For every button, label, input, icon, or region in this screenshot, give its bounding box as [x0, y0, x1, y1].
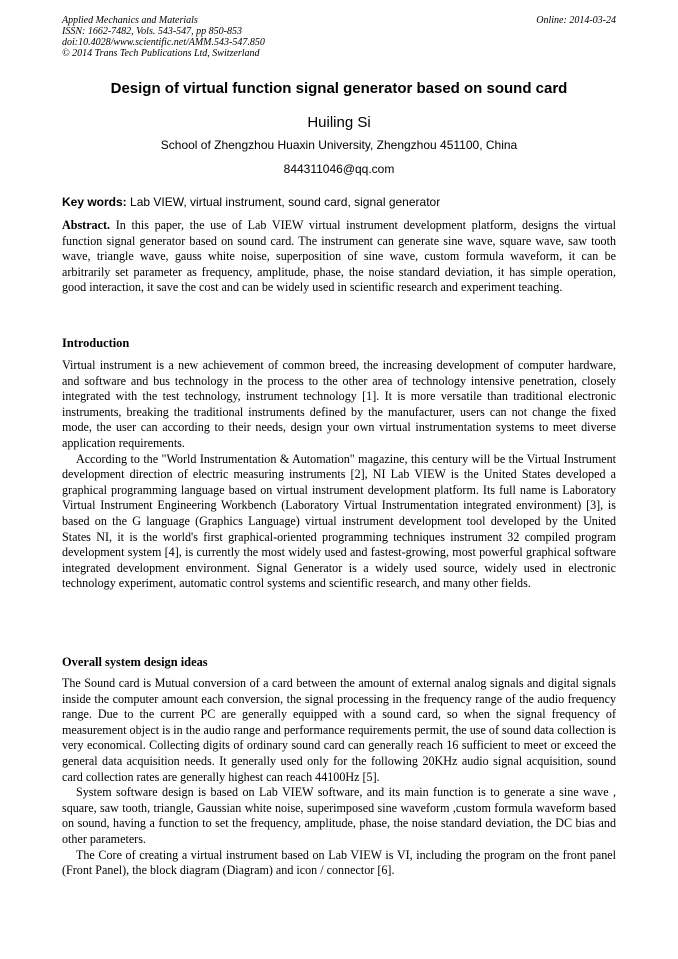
section-introduction: [62, 358, 616, 592]
author-email[interactable]: 844311046@qq.com: [283, 162, 395, 176]
paragraph: The Core of creating a virtual instrument based on Lab VIEW is VI, including the program on the front panel (Front Panel), the block diagram (Diagram) and icon / connector [6].: [62, 847, 616, 878]
section-heading-introduction: Introduction: [62, 336, 130, 350]
author-name: Huiling Si: [307, 114, 371, 131]
section-overall-design: [62, 676, 616, 879]
paper-title: Design of virtual function signal generator based on sound card: [110, 80, 568, 97]
abstract-label: Abstract.: [62, 218, 111, 232]
issn-line: ISSN: 1662-7482, Vols. 543-547, pp 850-853: [62, 26, 242, 37]
paragraph: System software design is based on Lab VIEW software, and its main function is to generate a sine wave , square, saw tooth, triangle, Gaussian white noise, superimposed sine waveform ,custom formula waveform based on sound, having a function to set the frequency, amplitude, phase, the noise standard deviation, the DC bias and other parameters.: [62, 785, 616, 846]
author-affiliation: School of Zhengzhou Huaxin University, Zhengzhou 451100, China: [160, 138, 518, 152]
keywords-label: Key words:: [62, 195, 127, 209]
journal-header: [62, 15, 616, 59]
abstract-text: In this paper, the use of Lab VIEW virtual instrument development platform, designs the virtual function signal generator based on sound card. The instrument can generate sine wave, square wave, saw tooth wave, triangle wave, gauss white noise, superposition of sine wave, custom formula waveform, it can be arbitrarily set parameter as frequency, amplitude, phase, the noise standard deviation, it has simple operation, good interaction, it save the cost and can be widely used in scientific research and experiment teaching.: [62, 218, 616, 295]
paragraph: The Sound card is Mutual conversion of a card between the amount of external analog signals and digital signals inside the computer amount each conversion, the signal processing in the frequency range of the audio frequency range. Due to the current PC are generally equipped with a sound card, so when the signal frequency of measurement object is in the audio range and performance requirements permit, the use of sound data collection is very economical. Collecting digits of ordinary sound card can generally reach 16 sufficient to meet or exceed the general data acquisition needs. It generally used only for the following 20KHz audio signal acquisition, sound card collection rates are generally highest can reach 44100Hz [5].: [62, 676, 616, 784]
section-heading-overall-design: Overall system design ideas: [62, 655, 208, 669]
abstract: [62, 218, 616, 296]
paragraph: According to the "World Instrumentation & Automation" magazine, this century will be the Virtual Instrument development direction of electric measuring instruments [2], NI Lab VIEW is the United States developed a graphical programming language based on virtual instrument development platform. Its full name is Laboratory Virtual Instrument Engineering Workbench (Laboratory Virtual Instrumentation integrated environment) [3], is based on the G language (Graphics Language) virtual instrument development tool developed by the United States NI, it is the world's first graphical-oriented programming techniques instrument 32 compiled program development system [4], is currently the most widely used and fastest-growing, most powerful graphical software integrated development environment. Signal Generator is a widely used source, widely used in electronic technology experiment, automatic control systems and scientific research, and many other fields.: [62, 451, 616, 591]
online-date: Online: 2014-03-24: [536, 15, 616, 26]
copyright-line: © 2014 Trans Tech Publications Ltd, Switzerland: [62, 48, 260, 59]
journal-name: Applied Mechanics and Materials: [62, 15, 198, 26]
keywords: [62, 195, 616, 210]
paragraph: Virtual instrument is a new achievement of common breed, the increasing development of computer hardware, and software and bus technology in the process to the other area of technology intensive penetration, closely integrated with the test technology, instrument technology [1]. It is more versatile than traditional electronic instruments, breaking the traditional instruments defined by the manufacturer, users can not change the fixed mode, the user can according to their needs, design your own virtual instrumentation systems to meet diverse application requirements.: [62, 358, 616, 450]
doi-line[interactable]: doi:10.4028/www.scientific.net/AMM.543-547.850: [62, 37, 265, 48]
keywords-text: Lab VIEW, virtual instrument, sound card, signal generator: [130, 195, 441, 209]
